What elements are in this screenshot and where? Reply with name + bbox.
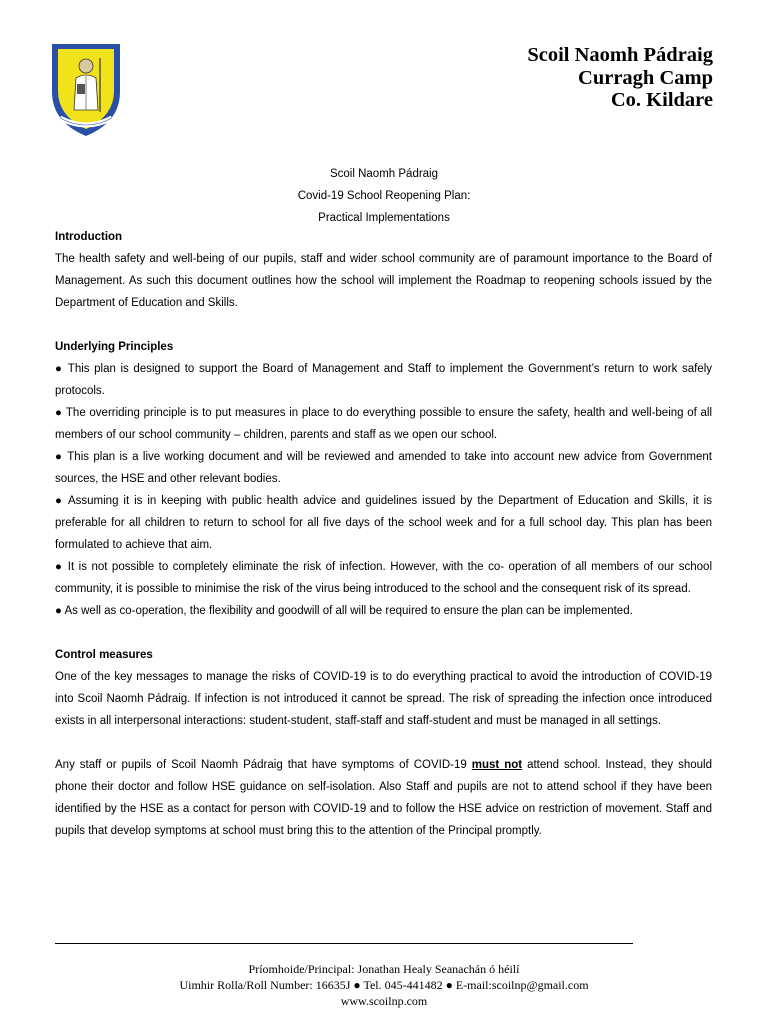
title-plan: Covid-19 School Reopening Plan: (297, 190, 471, 202)
must-not-emphasis: must not (471, 759, 523, 771)
principle-item: ● As well as co-operation, the flexibility and goodwill of all will be required to ensure the plan can be implemented. (55, 605, 633, 617)
title-school: Scoil Naomh Pádraig (329, 168, 439, 180)
intro-paragraph: The health safety and well-being of our pupils, staff and wider school community are of paramount importance to the Board of Management. As such this document outlines how the school will implement the Roadmap to reopening schools issued by the Department of Education and Skills. (55, 253, 712, 309)
principle-item: ● This plan is a live working document and will be reviewed and amended to take into account new advice from Government sources, the HSE and other relevant bodies. (55, 451, 712, 485)
school-name-block (527, 44, 713, 112)
symptoms-text-start: Any staff or pupils of Scoil Naomh Pádraig that have symptoms of COVID-19 (55, 759, 472, 771)
footer-rule (55, 943, 633, 944)
document-titles (0, 163, 768, 229)
school-crest-logo (46, 40, 126, 140)
footer-website: www.scoilnp.com (340, 994, 428, 1008)
school-location-line: Curragh Camp (578, 66, 713, 89)
footer (0, 961, 768, 1009)
principle-item: ● This plan is designed to support the Board of Management and Staff to implement the Government’s return to work safely protocols. (55, 363, 712, 397)
school-county-line: Co. Kildare (610, 89, 713, 111)
footer-contact: Uimhir Rolla/Roll Number: 16635J ● Tel. 045-441482 ● E-mail:scoilnp@gmail.com (179, 978, 589, 992)
principle-item: ● It is not possible to completely eliminate the risk of infection. However, with the co- operation of all members of our school community, it is possible to minimise the risk of the virus being introduced to the school and the consequent risk of its spread. (55, 561, 712, 595)
title-subtitle: Practical Implementations (318, 212, 450, 224)
intro-heading: Introduction (55, 231, 123, 243)
control-paragraph: One of the key messages to manage the risks of COVID-19 is to do everything practical to avoid the introduction of COVID-19 into Scoil Naomh Pádraig. If infection is not introduced it cannot be spread. The risk of spreading the infection once introduced exists in all interpersonal interactions: student-student, staff-staff and staff-student and must be managed in all settings. (55, 671, 712, 727)
footer-principal: Príomhoide/Principal: Jonathan Healy Seanachán ó héilí (248, 962, 520, 976)
symptoms-text-end: attend school. Instead, they should phone their doctor and follow HSE guidance on self-isolation. Also Staff and pupils are not to attend school if they have been identified by the HSE as a contact for person with COVID-19 and to follow the HSE advice on restriction of movement. Staff and pupils that develop symptoms at school must bring this to the attention of the Principal promptly. (55, 759, 712, 837)
symptoms-paragraph (55, 754, 712, 842)
school-name-line: Scoil Naomh Pádraig (527, 44, 713, 66)
principle-item: ● The overriding principle is to put measures in place to do everything possible to ensure the safety, health and well-being of all members of our school community – children, parents and staff as we open our school. (55, 407, 712, 441)
principles-heading: Underlying Principles (55, 341, 174, 353)
document-body (55, 226, 712, 842)
control-heading: Control measures (55, 649, 153, 661)
principle-item: ● Assuming it is in keeping with public health advice and guidelines issued by the Department of Education and Skills, it is preferable for all children to return to school for all five days of the school week and for a full school day. This plan has been formulated to achieve that aim. (55, 495, 712, 551)
